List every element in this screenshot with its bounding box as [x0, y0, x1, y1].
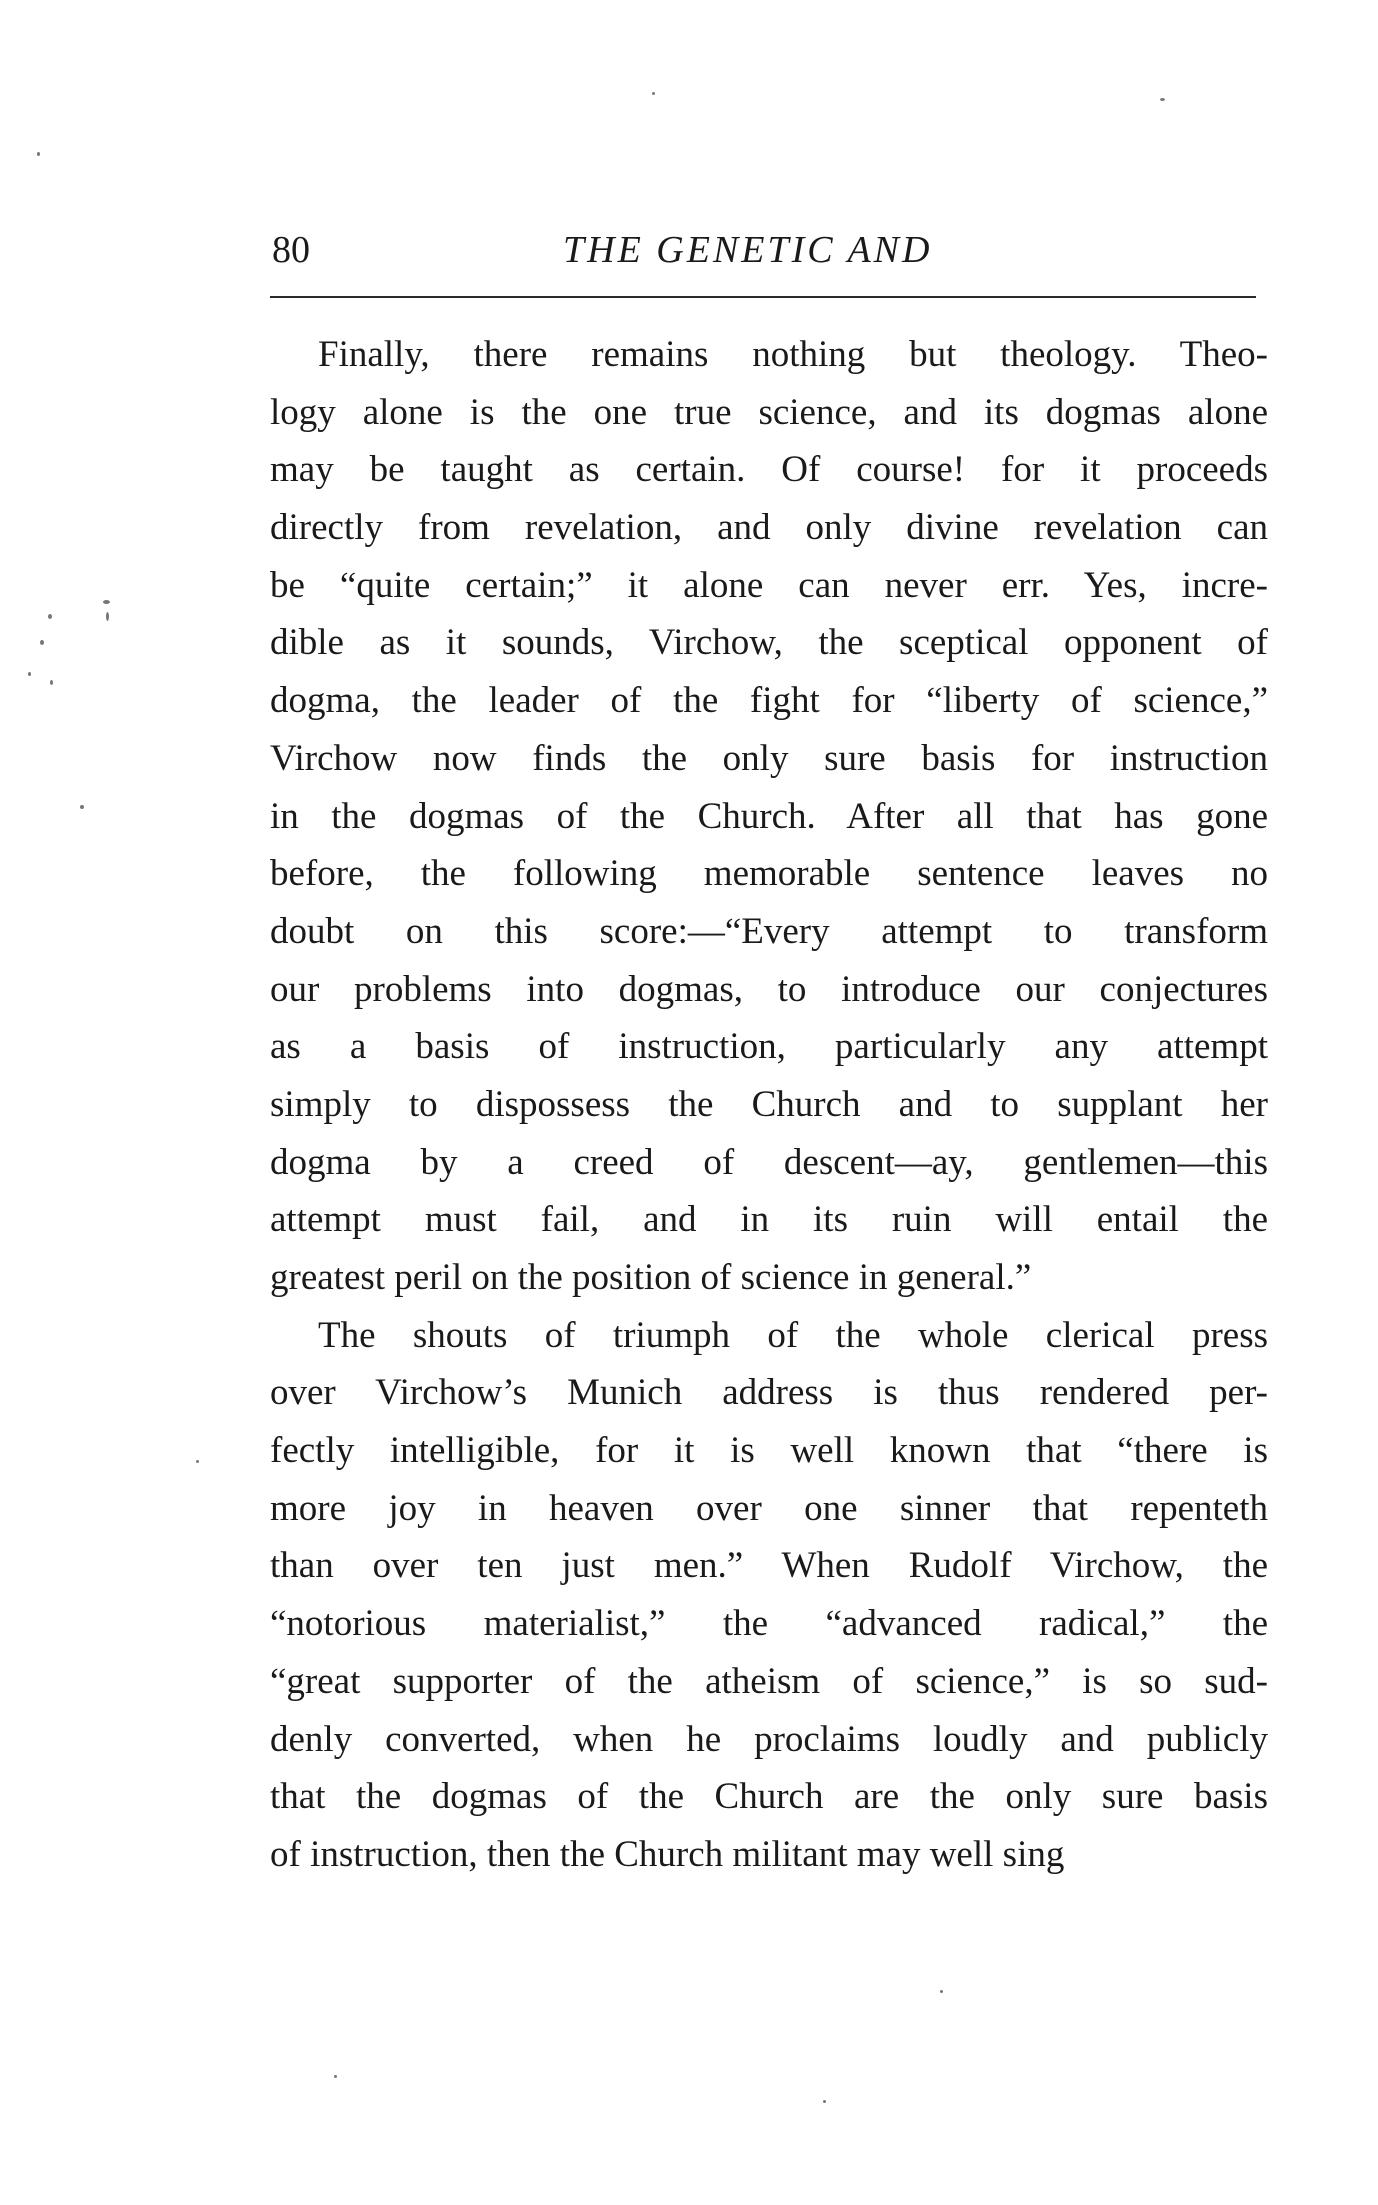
text-line: The shouts of triumph of the whole clerical press — [318, 1314, 1268, 1356]
text-line: directly from revelation, and only divine revelation can — [270, 507, 1268, 549]
text-line: doubt on this score:—“Every attempt to transform — [270, 910, 1268, 952]
paragraph-2 — [270, 1307, 1268, 1884]
text-line: our problems into dogmas, to introduce our conjectures — [270, 968, 1268, 1010]
speck — [80, 805, 84, 809]
running-head — [270, 222, 1260, 278]
speck — [50, 680, 53, 685]
text-line: that the dogmas of the Church are the only sure basis — [270, 1776, 1268, 1818]
text-line: “great supporter of the atheism of science,” is so sud- — [270, 1660, 1268, 1702]
paragraph-1 — [270, 326, 1268, 1307]
text-line: denly converted, when he proclaims loudly and publicly — [270, 1718, 1268, 1760]
text-line: be “quite certain;” it alone can never err. Yes, incre- — [270, 564, 1268, 606]
text-line: greatest peril on the position of science in general.” — [270, 1257, 1032, 1298]
speck — [940, 1990, 943, 1993]
text-line: dogma by a creed of descent—ay, gentlemen—this — [270, 1141, 1268, 1183]
text-line: fectly intelligible, for it is well known that “there is — [270, 1430, 1268, 1472]
speck — [103, 600, 110, 604]
speck — [28, 672, 31, 676]
text-line: Finally, there remains nothing but theology. Theo- — [318, 334, 1268, 375]
text-line: Virchow now finds the only sure basis for instruction — [270, 737, 1268, 779]
speck — [652, 92, 655, 95]
text-line: “notorious materialist,” the “advanced radical,” the — [270, 1603, 1268, 1645]
speck — [48, 614, 52, 619]
speck — [334, 2075, 337, 2078]
body-text — [270, 326, 1268, 1884]
text-line: attempt must fail, and in its ruin will entail the — [270, 1199, 1268, 1241]
text-line: than over ten just men.” When Rudolf Virchow, the — [270, 1545, 1268, 1587]
text-line: over Virchow’s Munich address is thus rendered per- — [270, 1372, 1268, 1414]
text-line: may be taught as certain. Of course! for it proceeds — [270, 449, 1268, 491]
speck — [106, 612, 109, 621]
header-rule — [270, 296, 1256, 298]
text-line: dible as it sounds, Virchow, the sceptical opponent of — [270, 622, 1268, 664]
text-line: in the dogmas of the Church. After all that has gone — [270, 795, 1268, 837]
speck — [40, 640, 44, 645]
speck — [37, 152, 40, 156]
text-line: of instruction, then the Church militant may well sing — [270, 1833, 1065, 1875]
speck — [1160, 98, 1165, 101]
text-line: simply to dispossess the Church and to supplant her — [270, 1083, 1268, 1125]
text-line: dogma, the leader of the fight for “liberty of science,” — [270, 680, 1268, 722]
text-line: before, the following memorable sentence leaves no — [270, 853, 1268, 895]
text-line: logy alone is the one true science, and its dogmas alone — [270, 391, 1268, 433]
speck — [196, 1460, 199, 1463]
page-number: 80 — [272, 229, 310, 271]
text-line: as a basis of instruction, particularly any attempt — [270, 1026, 1268, 1068]
speck — [823, 2100, 826, 2103]
text-line: more joy in heaven over one sinner that repenteth — [270, 1487, 1268, 1529]
running-title: THE GENETIC AND — [563, 229, 933, 271]
